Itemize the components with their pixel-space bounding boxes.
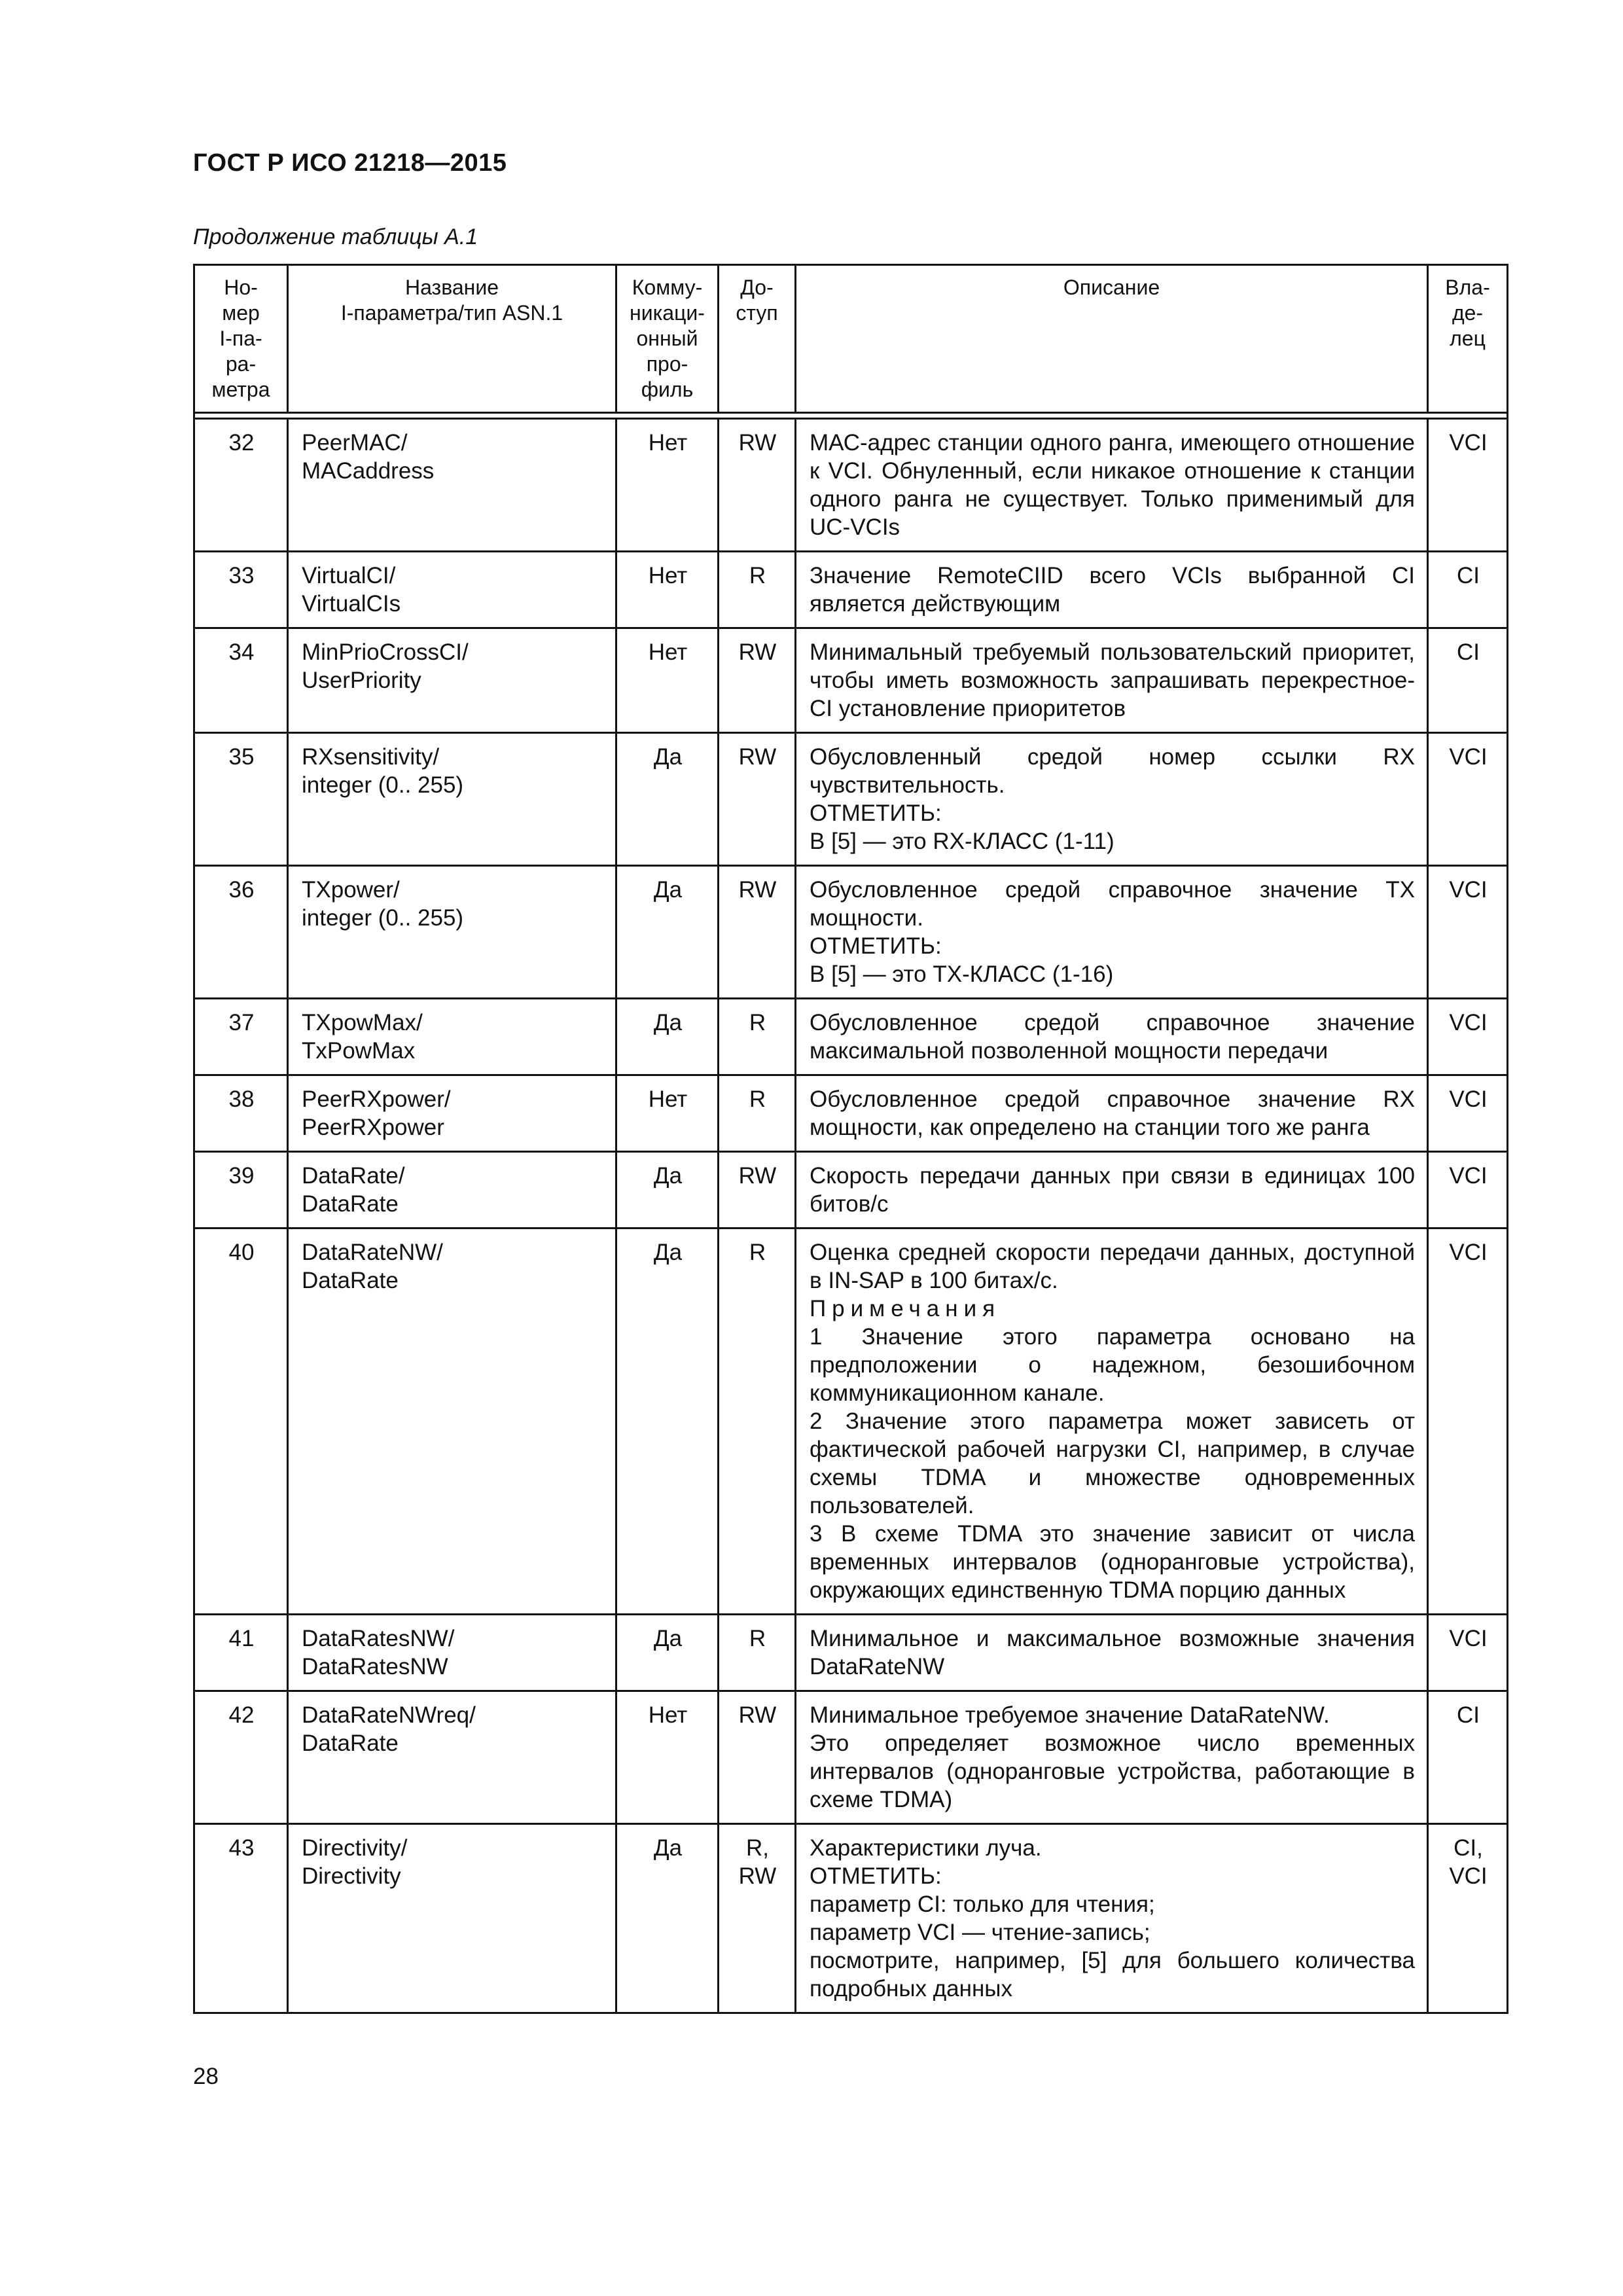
- page-number: 28: [193, 2064, 219, 2089]
- param-description: [796, 419, 1428, 552]
- param-profile: Да: [616, 1229, 719, 1615]
- param-name: [288, 552, 616, 628]
- param-name-line: Directivity/: [302, 1835, 408, 1861]
- param-access: R: [719, 1615, 796, 1691]
- table-row: [194, 552, 1508, 628]
- param-access: RW: [719, 866, 796, 999]
- param-access: RW: [719, 733, 796, 866]
- param-owner: CI, VCI: [1428, 1824, 1508, 2013]
- param-owner: VCI: [1428, 999, 1508, 1075]
- param-access: R: [719, 1075, 796, 1152]
- description-line: Обусловленное средой справочное значение максимальной позволенной мощности передачи: [810, 1010, 1415, 1064]
- param-description: [796, 1615, 1428, 1691]
- param-description: [796, 1152, 1428, 1229]
- param-name: [288, 1152, 616, 1229]
- description-line: Значение RemoteCIID всего VCIs выбранной CI является действующим: [810, 563, 1415, 617]
- param-name-line: TxPowMax: [302, 1038, 416, 1064]
- param-profile: Нет: [616, 419, 719, 552]
- column-header-owner: [1428, 265, 1508, 413]
- column-header-label: Комму- никаци- онный про- филь: [630, 276, 705, 401]
- param-owner: VCI: [1428, 866, 1508, 999]
- description-line: В [5] — это RX-КЛАСС (1-11): [810, 829, 1115, 854]
- table-row: [194, 1075, 1508, 1152]
- notes-heading: Примечания: [810, 1296, 1001, 1321]
- parameter-table: [193, 264, 1508, 2014]
- param-access: RW: [719, 419, 796, 552]
- table-row: [194, 1229, 1508, 1615]
- header-separator: [194, 413, 1508, 419]
- column-header-name: [288, 265, 616, 413]
- param-name-line: Directivity: [302, 1863, 401, 1889]
- description-line: Это определяет возможное число временных интервалов (одноранговые устройства, работающие в схеме TDMA): [810, 1731, 1415, 1812]
- param-name: [288, 999, 616, 1075]
- param-owner: VCI: [1428, 1075, 1508, 1152]
- param-number: 36: [194, 866, 288, 999]
- param-access: R: [719, 999, 796, 1075]
- parameter-table-container: [193, 264, 1507, 2014]
- param-number: 33: [194, 552, 288, 628]
- description-line: Обусловленный средой номер ссылки RX чувствительность.: [810, 744, 1415, 798]
- param-name-line: DataRatesNW/: [302, 1626, 455, 1651]
- param-owner: CI: [1428, 628, 1508, 733]
- param-profile: Нет: [616, 552, 719, 628]
- param-name-line: VirtualCI/: [302, 563, 396, 588]
- param-number: 35: [194, 733, 288, 866]
- table-caption: Продолжение таблицы А.1: [193, 224, 478, 249]
- param-name: [288, 419, 616, 552]
- table-row: [194, 866, 1508, 999]
- param-access: RW: [719, 1691, 796, 1824]
- param-description: [796, 999, 1428, 1075]
- param-name: [288, 866, 616, 999]
- column-header-label: Вла- де- лец: [1445, 276, 1490, 350]
- param-owner: VCI: [1428, 419, 1508, 552]
- description-line: 3 В схеме TDMA это значение зависит от числа временных интервалов (одноранговые устройства), окружающих единственную TDMA порцию данных: [810, 1521, 1415, 1603]
- param-profile: Нет: [616, 1691, 719, 1824]
- description-line: Оценка средней скорости передачи данных, доступной в IN-SAP в 100 битах/с.: [810, 1240, 1415, 1293]
- description-line: ОТМЕТИТЬ:: [810, 933, 942, 959]
- param-description: [796, 1229, 1428, 1615]
- document-header: ГОСТ Р ИСО 21218—2015: [193, 149, 507, 177]
- column-header-label: Но- мер I-па- ра- метра: [211, 276, 270, 401]
- param-access: R: [719, 552, 796, 628]
- param-description: [796, 866, 1428, 999]
- description-line: Минимальное и максимальное возможные значения DataRateNW: [810, 1626, 1415, 1679]
- description-line: Минимальный требуемый пользовательский приоритет, чтобы иметь возможность запрашивать перекрестное-CI установление приоритетов: [810, 639, 1415, 721]
- param-name-line: integer (0.. 255): [302, 772, 464, 798]
- param-name-line: VirtualCIs: [302, 591, 401, 617]
- table-row: [194, 1152, 1508, 1229]
- column-header-description: [796, 265, 1428, 413]
- table-row: [194, 628, 1508, 733]
- param-owner: VCI: [1428, 1229, 1508, 1615]
- param-name-line: DataRateNW/: [302, 1240, 443, 1265]
- param-profile: Да: [616, 733, 719, 866]
- param-profile: Да: [616, 999, 719, 1075]
- param-description: [796, 552, 1428, 628]
- param-number: 34: [194, 628, 288, 733]
- param-owner: CI: [1428, 552, 1508, 628]
- table-row: [194, 733, 1508, 866]
- param-name-line: PeerRXpower: [302, 1115, 444, 1140]
- param-number: 40: [194, 1229, 288, 1615]
- param-number: 41: [194, 1615, 288, 1691]
- param-profile: Нет: [616, 1075, 719, 1152]
- param-name: [288, 1229, 616, 1615]
- param-description: [796, 1691, 1428, 1824]
- param-number: 37: [194, 999, 288, 1075]
- param-name-line: DataRate: [302, 1268, 399, 1293]
- description-line: Минимальное требуемое значение DataRateNW.: [810, 1702, 1330, 1728]
- param-profile: Нет: [616, 628, 719, 733]
- param-description: [796, 628, 1428, 733]
- description-line: Скорость передачи данных при связи в единицах 100 битов/с: [810, 1163, 1415, 1217]
- description-line: ОТМЕТИТЬ:: [810, 800, 942, 826]
- param-name-line: DataRateNWreq/: [302, 1702, 476, 1728]
- description-line: Характеристики луча.: [810, 1835, 1042, 1861]
- param-name-line: RXsensitivity/: [302, 744, 440, 770]
- column-header-label: До- ступ: [736, 276, 778, 325]
- param-access: RW: [719, 628, 796, 733]
- table-row: [194, 1615, 1508, 1691]
- table-row: [194, 1691, 1508, 1824]
- column-header-number: [194, 265, 288, 413]
- param-name-line: integer (0.. 255): [302, 905, 464, 931]
- param-profile: Да: [616, 1824, 719, 2013]
- table-row: [194, 999, 1508, 1075]
- description-line: 1 Значение этого параметра основано на предположении о надежном, безошибочном коммуникационном канале.: [810, 1324, 1415, 1406]
- description-line: МАС-адрес станции одного ранга, имеющего отношение к VCI. Обнуленный, если никакое отношение к станции одного ранга не существует. Только применимый для UC-VCIs: [810, 430, 1415, 540]
- param-name: [288, 1824, 616, 2013]
- param-name-line: TXpowMax/: [302, 1010, 423, 1035]
- param-name-line: MinPrioCrossCI/: [302, 639, 469, 665]
- param-owner: CI: [1428, 1691, 1508, 1824]
- param-name: [288, 628, 616, 733]
- header-separator-cell: [194, 413, 1508, 419]
- param-profile: Да: [616, 866, 719, 999]
- param-name-line: DataRate/: [302, 1163, 405, 1189]
- description-line: параметр VCI — чтение-запись;: [810, 1920, 1150, 1945]
- column-header-profile: [616, 265, 719, 413]
- param-number: 42: [194, 1691, 288, 1824]
- column-header-label: Название I-параметра/тип ASN.1: [340, 276, 563, 325]
- param-name: [288, 1075, 616, 1152]
- param-owner: VCI: [1428, 1615, 1508, 1691]
- param-owner: VCI: [1428, 1152, 1508, 1229]
- description-line: В [5] — это ТХ-КЛАСС (1-16): [810, 961, 1114, 987]
- param-number: 43: [194, 1824, 288, 2013]
- param-number: 38: [194, 1075, 288, 1152]
- param-name-line: MACaddress: [302, 458, 435, 484]
- description-line: Обусловленное средой справочное значение RX мощности, как определено на станции того же ранга: [810, 1086, 1415, 1140]
- column-header-access: [719, 265, 796, 413]
- param-name-line: DataRate: [302, 1731, 399, 1756]
- param-access: R: [719, 1229, 796, 1615]
- description-line: посмотрите, например, [5] для большего количества подробных данных: [810, 1948, 1415, 2001]
- description-line: Обусловленное средой справочное значение ТХ мощности.: [810, 877, 1415, 931]
- table-row: [194, 1824, 1508, 2013]
- description-line: 2 Значение этого параметра может зависеть от фактической рабочей нагрузки CI, например, в случае схемы TDMA и множестве одновременных пользователей.: [810, 1408, 1415, 1518]
- param-name-line: UserPriority: [302, 668, 421, 693]
- param-access: R, RW: [719, 1824, 796, 2013]
- param-number: 32: [194, 419, 288, 552]
- param-name: [288, 1615, 616, 1691]
- param-description: [796, 1075, 1428, 1152]
- param-profile: Да: [616, 1615, 719, 1691]
- param-number: 39: [194, 1152, 288, 1229]
- param-name-line: DataRatesNW: [302, 1654, 448, 1679]
- param-name-line: DataRate: [302, 1191, 399, 1217]
- column-header-label: Описание: [1063, 276, 1160, 299]
- param-name: [288, 733, 616, 866]
- param-name-line: PeerRXpower/: [302, 1086, 451, 1112]
- param-owner: VCI: [1428, 733, 1508, 866]
- param-name-line: TXpower/: [302, 877, 400, 903]
- description-line: ОТМЕТИТЬ:: [810, 1863, 942, 1889]
- description-line: параметр CI: только для чтения;: [810, 1892, 1155, 1917]
- param-description: [796, 733, 1428, 866]
- param-access: RW: [719, 1152, 796, 1229]
- param-description: [796, 1824, 1428, 2013]
- table-header-row: [194, 265, 1508, 413]
- param-name-line: PeerMAC/: [302, 430, 408, 456]
- table-body: [194, 413, 1508, 2013]
- table-row: [194, 419, 1508, 552]
- param-profile: Да: [616, 1152, 719, 1229]
- param-name: [288, 1691, 616, 1824]
